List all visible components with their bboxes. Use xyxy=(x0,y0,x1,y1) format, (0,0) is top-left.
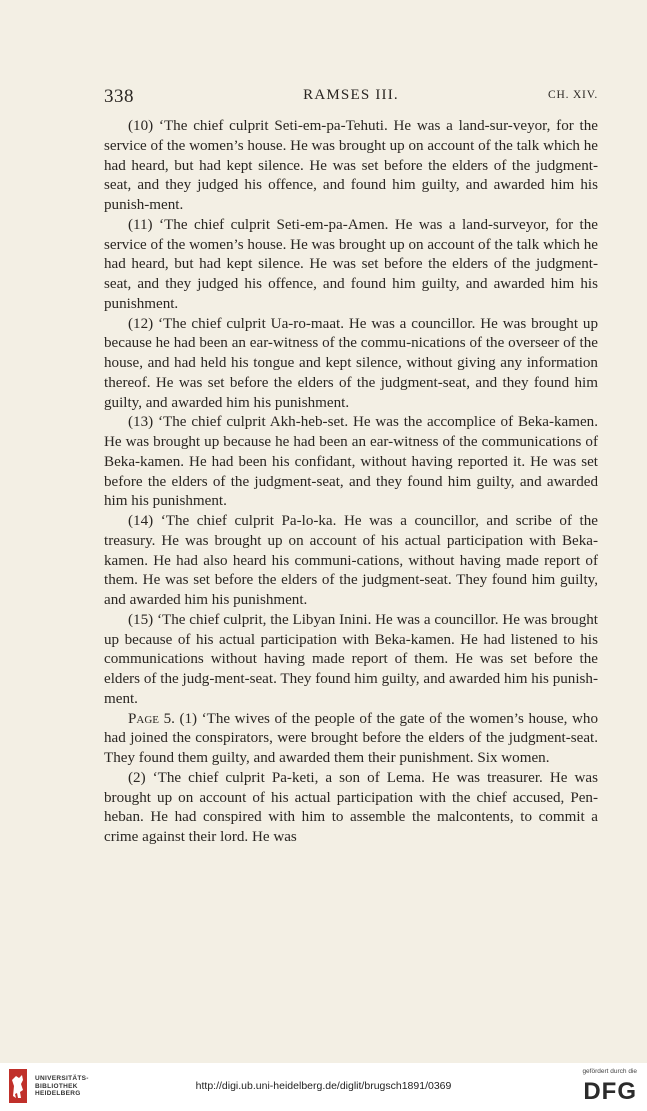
paragraph xyxy=(104,413,598,512)
book-title: RAMSES III. xyxy=(303,87,399,103)
text-line: them their punishment. Six women. xyxy=(333,750,550,766)
text-line: they judged his offence, and found him guilty, and awarded him xyxy=(165,276,575,292)
text-line: of the judgment-seat, and they found him guilty, and awarded him xyxy=(104,473,599,510)
text-line: witness of the communications of Beka-kamen. He had been his xyxy=(104,434,598,470)
text-line: Beka-kamen. He was brought up because he had been an ear- xyxy=(104,414,598,450)
running-head xyxy=(104,86,598,108)
text-line: participation with Beka-kamen. He had also heard his communi- xyxy=(104,532,599,569)
text-line: He was brought up because of his actual participation with Beka- xyxy=(104,611,599,648)
text-line: kept silence, without giving any information thereof. He was set xyxy=(104,355,598,391)
paragraph xyxy=(104,315,598,414)
text-line: chief accused, Pen-heban. He had conspired with him to assemble xyxy=(104,789,598,826)
text-line: and awarded him his punishment. xyxy=(145,394,350,411)
text-line: kamen. He had listened to his communications without having xyxy=(104,631,598,668)
text-line: surveyor, for the service of the women’s house. He was brought xyxy=(104,216,598,253)
text-line: (10) ‘The chief culprit Seti-em-pa-Tehuti. He was a land-sur- xyxy=(128,118,513,134)
chapter-reference: CH. XIV. xyxy=(548,89,598,101)
body-text xyxy=(104,117,598,848)
text-line: silence. He was set before the elders of the judgment-seat, and xyxy=(104,256,598,292)
text-line: before the elders of the judgment-seat, and they found him guilty, xyxy=(104,374,598,411)
text-line: cations, without having made report of them. He was set before xyxy=(104,552,598,589)
text-line: ment. xyxy=(149,197,184,213)
text-line: 5. (1) ‘The wives of the people of the gate of the women’s xyxy=(159,710,524,727)
text-line: offence, and found him guilty, and awarded him his punish- xyxy=(104,177,598,213)
text-line: made report of them. He was set before the elders of the judg- xyxy=(104,651,598,687)
digitization-footer xyxy=(0,1063,647,1111)
funder-caption: gefördert durch die xyxy=(582,1068,637,1075)
text-line: (11) ‘The chief culprit Seti-em-pa-Amen. He was a land- xyxy=(128,216,494,233)
text-line: his punishment. xyxy=(131,493,227,510)
text-line: the elders of the judgment-seat. They found him guilty, and xyxy=(104,572,598,608)
text-line: (12) ‘The chief culprit Ua-ro-maat. He was a councillor. He xyxy=(128,315,498,332)
text-line: He was brought up on account of his actual participation with the xyxy=(104,769,598,806)
text-line: the malcontents, to commit a crime against their lord. He was xyxy=(104,809,599,845)
dfg-logo: DFG xyxy=(583,1078,637,1105)
text-line: his punishment. xyxy=(104,276,598,312)
library-name-line: UNIVERSITÄTS- xyxy=(35,1075,89,1082)
text-line: elders of the judgment-seat. They found them guilty, and awarded xyxy=(104,730,599,766)
paragraph xyxy=(104,117,598,216)
text-line: (14) ‘The chief culprit Pa-lo-ka. He was a councillor, and xyxy=(128,513,509,529)
text-line: (15) ‘The chief culprit, the Libyan Inini. He was a councillor. xyxy=(128,611,499,628)
text-line: up on account of the talk which he had heard, but had kept xyxy=(104,236,598,273)
paragraph xyxy=(104,611,598,710)
paragraph xyxy=(104,710,598,769)
paragraph xyxy=(104,769,598,848)
paragraph xyxy=(104,512,598,611)
library-name-line: BIBLIOTHEK xyxy=(35,1082,78,1090)
page-reference-label: Page xyxy=(128,710,160,727)
text-line: nications of the overseer of the house, and had held his tongue and xyxy=(104,335,598,371)
page-number: 338 xyxy=(104,86,134,107)
text-line: (13) ‘The chief culprit Akh-heb-set. He was the accomplice of xyxy=(128,414,514,431)
text-line: was brought up because he had been an ear-witness of the commu- xyxy=(104,315,598,352)
library-name-line: HEIDELBERG xyxy=(35,1090,81,1097)
text-line: ment. xyxy=(104,690,138,707)
text-line: veyor, for the service of the women’s house. He was brought up on xyxy=(104,118,598,154)
text-line: confidant, without having reported it. He was set before the elders xyxy=(104,453,598,490)
text-line: (2) ‘The chief culprit Pa-keti, a son of Lema. He was treasurer. xyxy=(128,769,543,786)
text-line: ment-seat. They found him guilty, and awarded him his punish- xyxy=(214,671,598,687)
text-line: scribe of the treasury. He was brought up on account of his actual xyxy=(104,513,598,549)
source-url-link[interactable]: http://digi.ub.uni-heidelberg.de/diglit/brugsch1891/0369 xyxy=(195,1080,452,1092)
paragraph xyxy=(104,216,598,315)
text-line: account of the talk which he had heard, but had kept silence. He xyxy=(104,137,598,174)
text-line: house, who had joined the conspirators, were brought before the xyxy=(104,710,598,747)
text-line: was set before the elders of the judgment-seat, and they judged his xyxy=(104,157,598,194)
text-line: awarded him his punishment. xyxy=(129,592,308,608)
